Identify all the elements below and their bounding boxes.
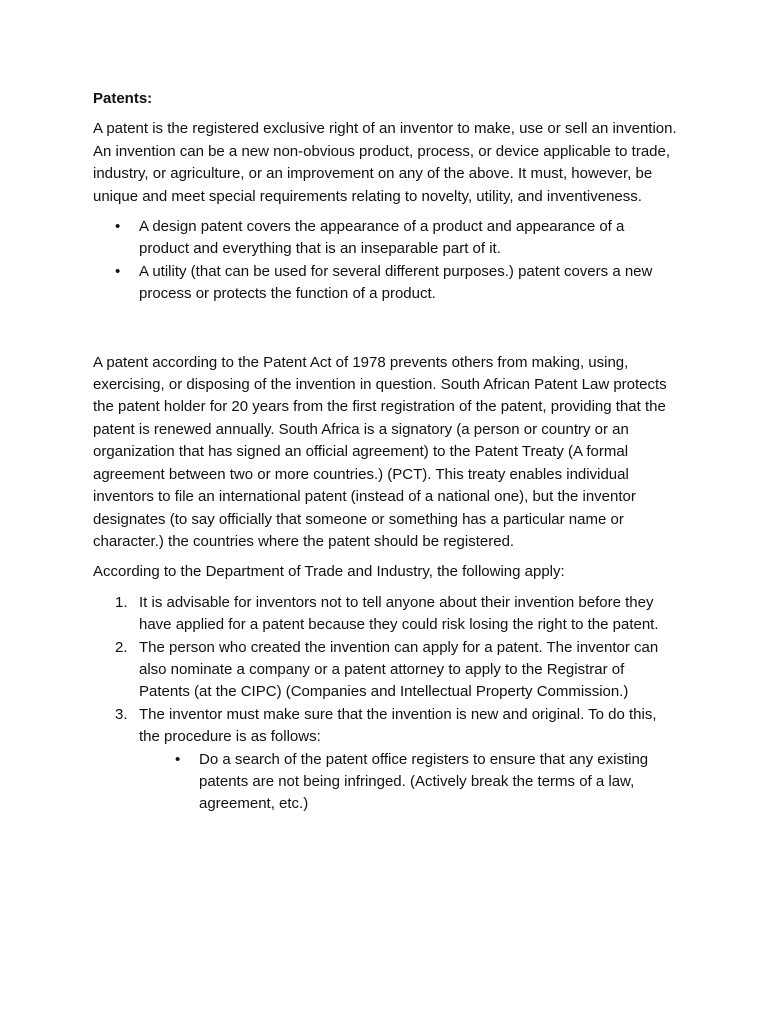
design-patent-text: A design patent covers the appearance of a product and appearance of a product and everything that is an inseparable part of it.: [139, 218, 625, 258]
list-item: [93, 637, 678, 704]
dti-intro-paragraph: According to the Department of Trade and Industry, the following apply:: [93, 563, 565, 581]
list-item: [93, 592, 678, 637]
procedure-list: [139, 749, 678, 816]
section-heading: Patents:: [93, 90, 153, 107]
utility-patent-text: A utility (that can be used for several different purposes.) patent covers a new process or protects the function of a product.: [139, 262, 653, 303]
blank-space: [93, 314, 678, 352]
dti-steps-list: [93, 592, 678, 816]
step-number: 1.: [115, 593, 128, 611]
list-item: [93, 216, 678, 261]
document-page: [93, 88, 678, 824]
step-number: 3.: [115, 705, 128, 723]
patent-act-paragraph: A patent according to the Patent Act of 1978 prevents others from making, using, exercising, or disposing of the invention in question. South African Patent Law protects the patent holder for 20 years from the first registration of the patent, providing that the patent is renewed annually. South Africa is a signatory (a person or country or an organization that has signed an official agreement) to the Patent Treaty (A formal agreement between two or more countries.) (PCT). This treaty enables individual inventors to file an international patent (instead of a national one), but the inventor designates (to say officially that someone or something has a particular name or character.) the countries where the patent should be registered.: [93, 353, 667, 550]
step-text: The inventor must make sure that the invention is new and original. To do this, the procedure is as follows:: [139, 705, 657, 746]
step-text: It is advisable for inventors not to tell anyone about their invention before they have applied for a patent because they could risk losing the right to the patent.: [139, 593, 659, 634]
patent-types-list: [93, 216, 678, 306]
procedure-text: Do a search of the patent office registers to ensure that any existing patents are not being infringed. (Actively break the terms of a law, agreement, etc.): [199, 750, 649, 813]
intro-paragraph: A patent is the registered exclusive right of an inventor to make, use or sell an invention. An invention can be a new non-obvious product, process, or device applicable to trade, industry, or agriculture, or an improvement on any of the above. It must, however, be unique and meet special requirements relating to novelty, utility, and inventiveness.: [93, 120, 677, 205]
step-text: The person who created the invention can apply for a patent. The inventor can also nominate a company or a patent attorney to apply to the Registrar of Patents (at the CIPC) (Companies and Intellectual Property Commission.): [139, 638, 659, 701]
list-item: [139, 749, 678, 816]
list-item: [93, 704, 678, 816]
list-item: [93, 261, 678, 306]
step-number: 2.: [115, 638, 128, 656]
